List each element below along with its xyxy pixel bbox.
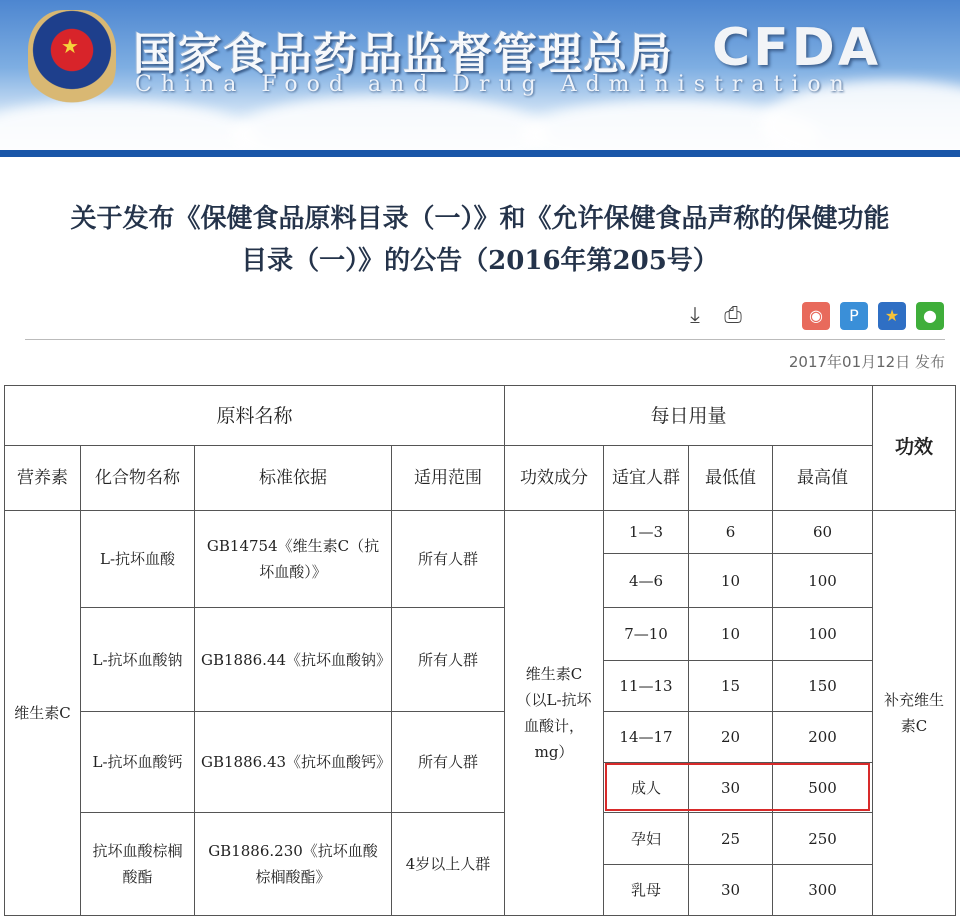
dose-population: 1—3	[604, 511, 689, 554]
article-toolbar	[0, 302, 960, 332]
compound-standard: GB14754《维生素C（抗坏血酸）》	[195, 511, 392, 608]
header-effect: 功效	[873, 386, 956, 511]
header-min: 最低值	[689, 446, 773, 511]
divider	[25, 339, 945, 340]
compound-scope: 所有人群	[392, 712, 505, 813]
compound-name: L-抗坏血酸钙	[81, 712, 195, 813]
publish-date: 2017年01月12日 发布	[788, 353, 945, 371]
header-standard: 标准依据	[195, 446, 392, 511]
dose-population: 4—6	[604, 554, 689, 608]
dose-max: 150	[773, 661, 873, 712]
dose-min: 25	[689, 813, 773, 865]
header-max: 最高值	[773, 446, 873, 511]
compound-name: L-抗坏血酸钠	[81, 608, 195, 712]
dose-max: 60	[773, 511, 873, 554]
compound-scope: 4岁以上人群	[392, 813, 505, 916]
cfda-logo: CFDA	[712, 18, 882, 78]
dose-max: 100	[773, 554, 873, 608]
effect-cell: 补充维生素C	[873, 511, 956, 916]
agency-name-cn: 国家食品药品监督管理总局	[133, 29, 673, 80]
header-nutrient: 营养素	[5, 446, 81, 511]
dose-max: 300	[773, 865, 873, 916]
download-icon[interactable]: ⤓	[690, 303, 700, 328]
dose-max: 200	[773, 712, 873, 763]
dose-max: 500	[773, 763, 873, 813]
weibo-share-icon[interactable]: ◉	[802, 302, 830, 330]
compound-name: 抗坏血酸棕榈酸酯	[81, 813, 195, 916]
dose-max: 100	[773, 608, 873, 661]
page-title	[20, 198, 940, 282]
title-line-1: 关于发布《保健食品原料目录（一）》和《允许保健食品声称的保健功能	[70, 204, 890, 234]
print-icon[interactable]: ⎙	[724, 303, 742, 328]
dose-min: 10	[689, 554, 773, 608]
compound-standard: GB1886.230《抗坏血酸棕榈酸酯》	[195, 813, 392, 916]
site-banner	[0, 0, 960, 150]
compound-standard: GB1886.44《抗坏血酸钠》	[195, 608, 392, 712]
header-daily-dose: 每日用量	[505, 386, 873, 446]
nutrient-cell: 维生素C	[5, 511, 81, 916]
header-population: 适宜人群	[604, 446, 689, 511]
dose-min: 20	[689, 712, 773, 763]
dose-min: 10	[689, 608, 773, 661]
qzone-share-icon[interactable]: ★	[878, 302, 906, 330]
dose-min: 30	[689, 763, 773, 813]
compound-scope: 所有人群	[392, 608, 505, 712]
compound-scope: 所有人群	[392, 511, 505, 608]
dose-min: 30	[689, 865, 773, 916]
title-line-2: 目录（一）》的公告（2016年第205号）	[241, 246, 719, 276]
dose-population: 7—10	[604, 608, 689, 661]
dose-population: 成人	[604, 763, 689, 813]
emblem-logo: ★	[28, 10, 116, 110]
compound-standard: GB1886.43《抗坏血酸钙》	[195, 712, 392, 813]
header-component: 功效成分	[505, 446, 604, 511]
dose-population: 11—13	[604, 661, 689, 712]
header-compound: 化合物名称	[81, 446, 195, 511]
banner-divider	[0, 150, 960, 157]
wechat-share-icon[interactable]: ●	[916, 302, 944, 330]
header-scope: 适用范围	[392, 446, 505, 511]
dose-min: 6	[689, 511, 773, 554]
component-cell: 维生素C（以L-抗坏血酸计，mg）	[505, 511, 604, 916]
dose-population: 14—17	[604, 712, 689, 763]
dose-population: 乳母	[604, 865, 689, 916]
header-raw-material: 原料名称	[5, 386, 505, 446]
dose-population: 孕妇	[604, 813, 689, 865]
ingredient-table	[4, 385, 956, 916]
tencent-weibo-share-icon[interactable]: P	[840, 302, 868, 330]
dose-max: 250	[773, 813, 873, 865]
agency-name-en: China Food and Drug Administration	[135, 72, 853, 97]
dose-min: 15	[689, 661, 773, 712]
compound-name: L-抗坏血酸	[81, 511, 195, 608]
